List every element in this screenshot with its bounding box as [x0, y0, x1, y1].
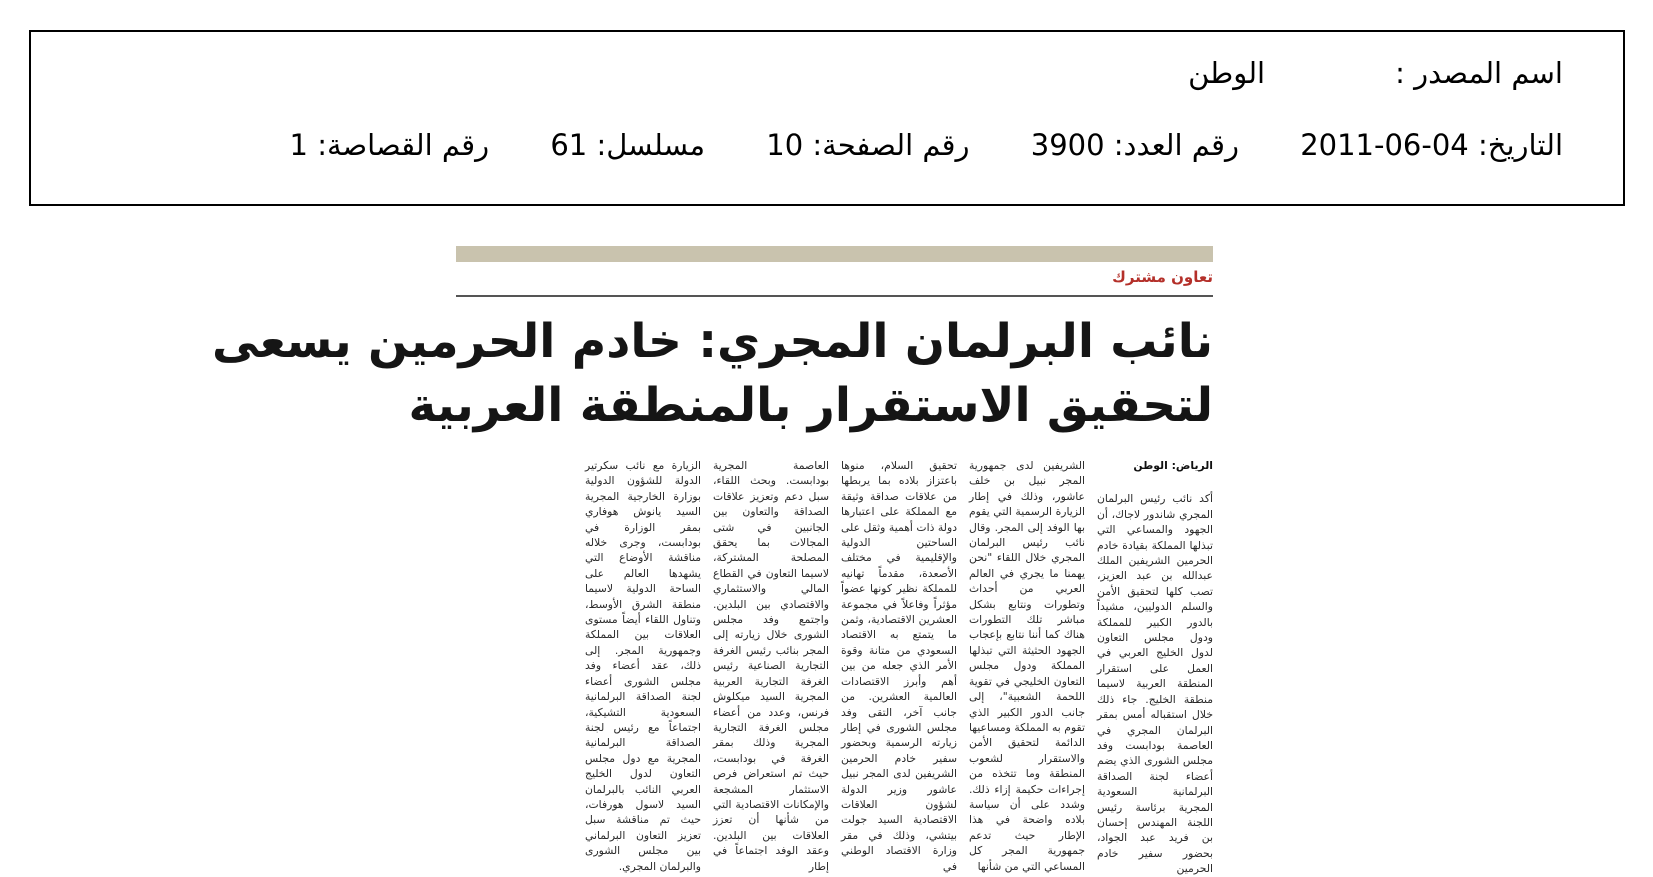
source-value: الوطن [1188, 56, 1266, 90]
date-value: 2011-06-04 [1300, 128, 1469, 162]
dateline: الرياض: الوطن [1133, 459, 1213, 472]
date-label: التاريخ: [1477, 128, 1563, 162]
serial-value: 61 [550, 128, 588, 162]
clipping-metadata-box [29, 30, 1625, 206]
article-column-1 [1097, 458, 1213, 876]
clip-number-label: رقم القصاصة: [317, 128, 490, 162]
article-column-3 [841, 458, 957, 873]
serial-label: مسلسل: [596, 128, 706, 162]
article-column-5 [585, 458, 701, 873]
column-text: الشريفين لدى جمهورية المجر نبيل بن خلف عاشور، وذلك في إطار الزيارة الرسمية التي يقوم بها الوفد إلى المجر. وقال نائب رئيس البرلمان المجري خلال اللقاء "نحن يهمنا ما يجري في العالم العربي من أحداث وتطورات ونتابع بشكل مباشر تلك التطورات هناك كما أننا نتابع بإعجاب الجهود الحثيثة التي تبذلها المملكة ودول مجلس التعاون الخليجي في تقوية اللحمة الشعبية"، إلى جانب الدور الكبير الذي تقوم به المملكة ومساعيها الدائمة لتحقيق الأمن والاستقرار لشعوب المنطقة وما تتخذه من إجراءات حكيمة إزاء ذلك. وشدد على أن سياسة بلاده واضحة في هذا الإطار حيث تدعم جمهورية المجر كل المساعي التي من شأنها [969, 459, 1085, 873]
newspaper-clipping [212, 240, 1213, 876]
headline [212, 310, 1213, 438]
header-color-bar [456, 246, 1213, 262]
article-column-2 [969, 458, 1085, 873]
column-text: أكد نائب رئيس البرلمان المجري شاندور لاجاك، أن الجهود والمساعي التي تبذلها المملكة بقيادة خادم الحرمين الشريفين الملك عبدالله بن عبد العزيز، تصب كلها لتحقيق الأمن والسلم الدوليين، مشيداً بالدور الكبير للمملكة ودول مجلس التعاون لدول الخليج العربي في العمل على استقرار المنطقة العربية لاسيما منطقة الخليج. جاء ذلك خلال استقباله أمس بمقر البرلمان المجري في العاصمة بودابست وفد مجلس الشورى الذي يضم أعضاء لجنة الصداقة البرلمانية السعودية المجرية برئاسة رئيس اللجنة المهندس إحسان بن فريد عبد الجواد، بحضور سفير خادم الحرمين [1097, 492, 1213, 876]
column-text: الزيارة مع نائب سكرتير الدولة للشؤون الدولية بوزارة الخارجية المجرية السيد يانوش هوفاري بمقر الوزارة في بودابست، وجرى خلاله مناقشة الأوضاع التي يشهدها العالم على الساحة الدولية لاسيما منطقة الشرق الأوسط، وتناول اللقاء أيضاً مستوى العلاقات بين المملكة وجمهورية المجر. إلى ذلك، عقد أعضاء وفد مجلس الشورى أعضاء لجنة الصداقة البرلمانية السعودية التشيكية، اجتماعاً مع رئيس لجنة الصداقة البرلمانية المجرية مع دول مجلس التعاون لدول الخليج العربي النائب بالبرلمان السيد لاسول هورفات، حيث تم مناقشة سبل تعزيز التعاون البرلماني بين مجلس الشورى والبرلمان المجري. [585, 459, 701, 873]
page-value: 10 [766, 128, 804, 162]
page-label: رقم الصفحة: [812, 128, 970, 162]
headline-line-1: نائب البرلمان المجري: خادم الحرمين يسعى [212, 314, 1213, 369]
issue-label: رقم العدد: [1113, 128, 1239, 162]
issue-value: 3900 [1030, 128, 1105, 162]
details-line [290, 128, 1563, 162]
article-column-4 [713, 458, 829, 873]
column-text: تحقيق السلام، منوها باعتزاز بلاده بما يربطها من علاقات صداقة وثيقة مع المملكة على اعتبارها دولة ذات أهمية وثقل على الساحتين الدولية والإقليمية في مختلف الأصعدة، مقدماً تهانيه للمملكة نظير كونها عضواً مؤثراً وفاعلاً في مجموعة العشرين الاقتصادية، وثمن ما يتمتع به الاقتصاد السعودي من متانة وقوة الأمر الذي جعله من بين أهم وأبرز الاقتصادات العالمية العشرين. من جانب آخر، التقى وفد مجلس الشورى في إطار زيارته الرسمية وبحضور سفير خادم الحرمين الشريفين لدى المجر نبيل عاشور وزير الدولة لشؤون العلاقات الاقتصادية السيد جولت بيتشي، وذلك في مقر وزارة الاقتصاد الوطني في [841, 459, 957, 873]
headline-line-2: لتحقيق الاستقرار بالمنطقة العربية [408, 378, 1213, 433]
section-divider [456, 295, 1213, 297]
section-tag: تعاون مشترك [1112, 268, 1213, 286]
source-label: اسم المصدر : [1395, 56, 1563, 90]
column-text: العاصمة المجرية بودابست. وبحث اللقاء، سبل دعم وتعزيز علاقات الصداقة والتعاون بين الجانبين في شتى المجالات بما يحقق المصلحة المشتركة، لاسيما التعاون في القطاع المالي والاستثماري والاقتصادي بين البلدين. واجتمع وفد مجلس الشورى خلال زيارته إلى المجر بنائب رئيس الغرفة التجارية الصناعية رئيس الغرفة التجارية العربية المجرية السيد ميكلوش فرنس، وعدد من أعضاء مجلس الغرفة التجارية المجرية وذلك بمقر الغرفة في بودابست، حيث تم استعراض فرص الاستثمار المشجعة والإمكانات الاقتصادية التي من شأنها أن تعزز العلاقات بين البلدين. وعقد الوفد اجتماعاً في إطار [713, 459, 829, 873]
source-line [1188, 56, 1563, 90]
clip-number-value: 1 [289, 128, 308, 162]
